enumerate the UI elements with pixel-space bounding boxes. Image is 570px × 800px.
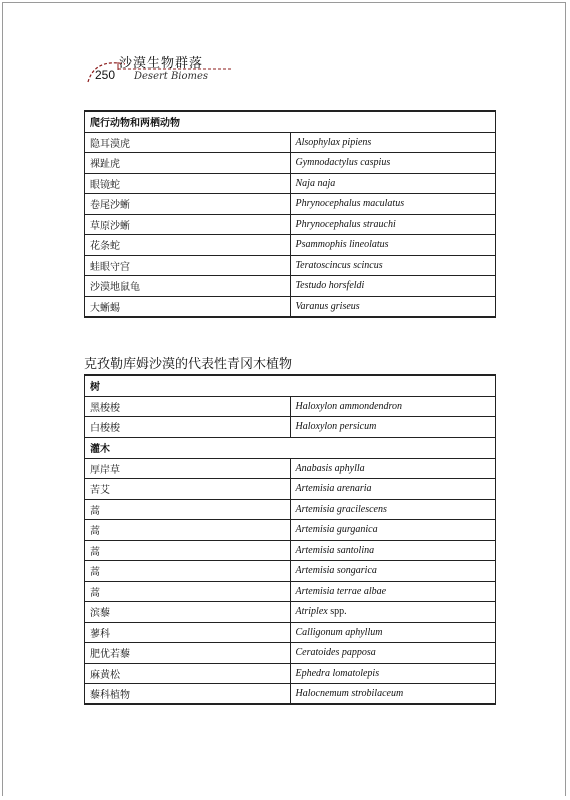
section-title-reptiles: 爬行动物和两栖动物 xyxy=(85,111,496,132)
scientific-name: Artemisia songarica xyxy=(295,565,377,577)
table-section-row xyxy=(85,437,496,458)
header-title: 沙漠生物群落 xyxy=(119,56,204,71)
common-name-cell: 花条蛇 xyxy=(85,235,291,256)
table-section-row xyxy=(85,375,496,396)
scientific-name-cell xyxy=(290,396,496,417)
table-row xyxy=(85,235,496,256)
scientific-name-cell xyxy=(290,214,496,235)
common-name-cell: 卷尾沙蜥 xyxy=(85,194,291,215)
scientific-name-cell xyxy=(290,581,496,602)
table-row xyxy=(85,581,496,602)
common-name-cell: 藜科植物 xyxy=(85,684,291,705)
common-name-cell: 隐耳漠虎 xyxy=(85,132,291,153)
scientific-name-cell xyxy=(290,173,496,194)
common-name-cell: 大蜥蜴 xyxy=(85,296,291,317)
table-row xyxy=(85,296,496,317)
common-name-cell: 蒿 xyxy=(85,520,291,541)
common-name-cell: 肥优若藜 xyxy=(85,643,291,664)
common-name-cell: 蛙眼守宫 xyxy=(85,255,291,276)
scientific-name: Teratoscincus scincus xyxy=(295,259,383,271)
scientific-name-cell xyxy=(290,132,496,153)
table-row xyxy=(85,520,496,541)
common-name-cell: 蒿 xyxy=(85,561,291,582)
table-row xyxy=(85,499,496,520)
common-name-cell: 沙漠地鼠龟 xyxy=(85,276,291,297)
section-title-trees: 树 xyxy=(85,375,496,396)
header-subtitle: Desert Biomes xyxy=(134,71,209,82)
common-name-cell: 麻黄松 xyxy=(85,663,291,684)
scientific-name-cell xyxy=(290,458,496,479)
table-row xyxy=(85,622,496,643)
scientific-name-cell xyxy=(290,479,496,500)
common-name-cell: 苦艾 xyxy=(85,479,291,500)
reptiles-table xyxy=(84,110,496,318)
table-row xyxy=(85,194,496,215)
section-title-shrubs: 灌木 xyxy=(85,437,496,458)
scientific-name-cell xyxy=(290,684,496,705)
scientific-name: Ceratoides papposa xyxy=(295,647,376,659)
scientific-name: Varanus griseus xyxy=(295,300,360,312)
scientific-name-cell xyxy=(290,499,496,520)
scientific-name: Calligonum aphyllum xyxy=(295,626,383,638)
common-name-cell: 厚岸草 xyxy=(85,458,291,479)
scientific-name-cell xyxy=(290,663,496,684)
table-row xyxy=(85,561,496,582)
common-name-cell: 草原沙蜥 xyxy=(85,214,291,235)
table-row xyxy=(85,132,496,153)
table-row xyxy=(85,602,496,623)
common-name-cell: 眼镜蛇 xyxy=(85,173,291,194)
scientific-name-cell xyxy=(290,296,496,317)
common-name-cell: 蒿 xyxy=(85,581,291,602)
scientific-name-cell xyxy=(290,561,496,582)
table-row xyxy=(85,396,496,417)
scientific-name-cell xyxy=(290,153,496,174)
scientific-name-cell xyxy=(290,540,496,561)
scientific-name: Artemisia gurganica xyxy=(295,524,378,536)
scientific-name-cell xyxy=(290,235,496,256)
page-header xyxy=(0,0,570,100)
header-ornament xyxy=(0,0,570,100)
common-name-cell: 蒿 xyxy=(85,499,291,520)
table-row xyxy=(85,643,496,664)
scientific-name: Anabasis aphylla xyxy=(295,462,365,474)
scientific-name: Testudo horsfeldi xyxy=(295,280,365,292)
table-row xyxy=(85,255,496,276)
common-name-cell: 白梭梭 xyxy=(85,417,291,438)
scientific-name-cell xyxy=(290,194,496,215)
table-row xyxy=(85,153,496,174)
scientific-name: Psammophis lineolatus xyxy=(295,239,389,251)
table-section-row xyxy=(85,111,496,132)
table-row xyxy=(85,173,496,194)
scientific-name: Alsophylax pipiens xyxy=(295,136,372,148)
scientific-name: Phrynocephalus strauchi xyxy=(295,218,396,230)
table-row xyxy=(85,417,496,438)
table-row xyxy=(85,276,496,297)
scientific-name-cell xyxy=(290,622,496,643)
scientific-name: Halocnemum strobilaceum xyxy=(295,688,404,699)
table-row xyxy=(85,540,496,561)
common-name-cell: 黑梭梭 xyxy=(85,396,291,417)
scientific-name-cell xyxy=(290,417,496,438)
section-heading: 克孜勒库姆沙漠的代表性青冈木植物 xyxy=(84,357,293,372)
scientific-name: Artemisia arenaria xyxy=(295,483,372,495)
table-row xyxy=(85,214,496,235)
page-number: 250 xyxy=(95,68,116,82)
species-suffix: spp. xyxy=(330,606,347,618)
scientific-name: Atriplex xyxy=(295,606,328,618)
scientific-name: Haloxylon persicum xyxy=(295,421,377,433)
scientific-name: Phrynocephalus maculatus xyxy=(295,198,405,210)
scientific-name: Artemisia santolina xyxy=(295,544,375,556)
common-name-cell: 蓼科 xyxy=(85,622,291,643)
scientific-name-cell xyxy=(290,255,496,276)
table-row xyxy=(85,684,496,705)
common-name-cell: 蒿 xyxy=(85,540,291,561)
table-row xyxy=(85,663,496,684)
common-name-cell: 滨藜 xyxy=(85,602,291,623)
table-row xyxy=(85,479,496,500)
scientific-name-cell xyxy=(290,643,496,664)
scientific-name: Artemisia gracilescens xyxy=(295,503,387,515)
scientific-name: Ephedra lomatolepis xyxy=(295,667,380,679)
scientific-name-cell xyxy=(290,276,496,297)
scientific-name: Artemisia terrae albae xyxy=(295,585,387,597)
scientific-name: Naja naja xyxy=(295,177,336,189)
plants-table xyxy=(84,374,496,705)
scientific-name: Haloxylon ammondendron xyxy=(295,400,403,412)
scientific-name-cell xyxy=(290,602,496,623)
common-name-cell: 裸趾虎 xyxy=(85,153,291,174)
table-row xyxy=(85,458,496,479)
scientific-name-cell xyxy=(290,520,496,541)
scientific-name: Gymnodactylus caspius xyxy=(295,157,391,169)
